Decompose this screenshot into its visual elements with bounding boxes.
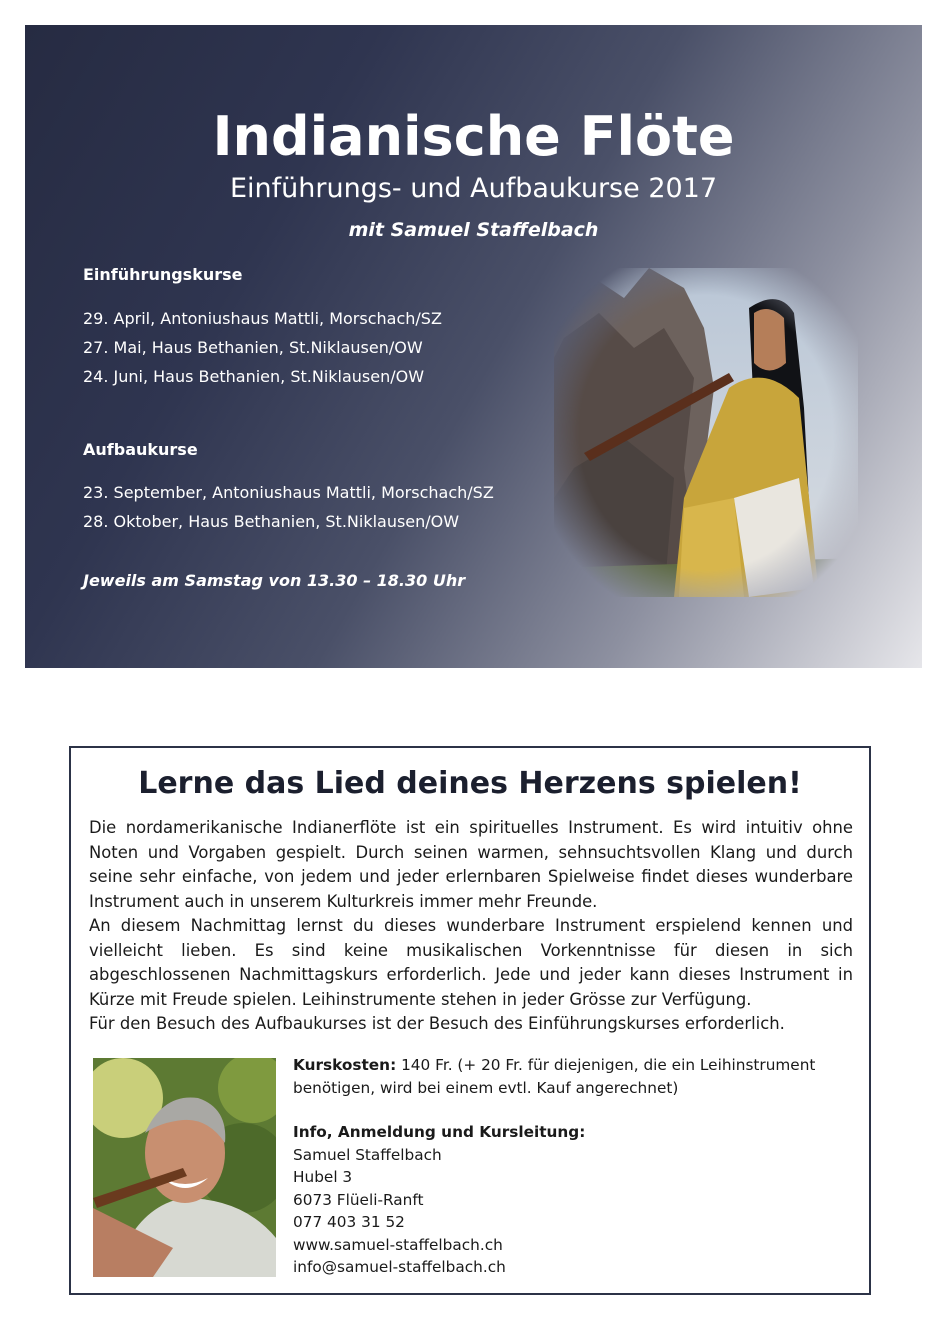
contact-phone: 077 403 31 52 — [293, 1213, 405, 1231]
instructor-portrait-photo — [93, 1058, 276, 1277]
contact-street: Hubel 3 — [293, 1168, 353, 1186]
advanced-course-dates — [83, 478, 494, 536]
contact-info — [293, 1054, 853, 1279]
course-date-item: 24. Juni, Haus Bethanien, St.Niklausen/OW — [83, 367, 425, 386]
info-description — [89, 816, 853, 1037]
course-cost-text: 140 Fr. (+ 20 Fr. für diejenigen, die ein Leihinstrument — [401, 1056, 816, 1074]
course-date-item: 29. April, Antoniushaus Mattli, Morschach/SZ — [83, 309, 442, 328]
info-paragraph: Für den Besuch des Aufbaukurses ist der Besuch des Einführungskurses erforderlich. — [89, 1014, 785, 1033]
course-cost-note: benötigen, wird bei einem evtl. Kauf angerechnet) — [293, 1078, 679, 1097]
info-paragraph: Die nordamerikanische Indianerflöte ist ein spirituelles Instrument. Es wird intuitiv ohne Noten und Vorgaben gespielt. Durch seinen warmen, sehnsuchtsvollen Klang und durch seine sehr einfache, von jedem und jeder erlernbaren Spielweise findet dieses wunderbare Instrument auch in unserem Kulturkreis immer mehr Freunde. — [89, 818, 853, 911]
course-date-item: 23. September, Antoniushaus Mattli, Morschach/SZ — [83, 483, 494, 502]
flute-player-photo — [554, 268, 858, 597]
info-paragraph: An diesem Nachmittag lernst du dieses wunderbare Instrument erspielend kennen und vielleicht lieben. Es sind keine musikalischen Vorkenntnisse für diesen in sich abgeschlossenen Nachmittagskurs erforderlich. Jede und jeder kann dieses Instrument in Kürze mit Freude spielen. Leihinstrumente stehen in jeder Grösse zur Verfügung. — [89, 916, 853, 1009]
info-headline: Lerne das Lied deines Herzens spielen! — [138, 766, 802, 801]
info-panel — [69, 746, 871, 1295]
course-date-item: 27. Mai, Haus Bethanien, St.Niklausen/OW — [83, 338, 423, 357]
host-line: mit Samuel Staffelbach — [348, 219, 599, 241]
page-title: Indianische Flöte — [212, 105, 735, 168]
advanced-courses-heading: Aufbaukurse — [83, 440, 198, 459]
contact-website-link[interactable]: www.samuel-staffelbach.ch — [293, 1235, 503, 1254]
course-cost-label: Kurskosten: — [293, 1056, 397, 1074]
contact-heading: Info, Anmeldung und Kursleitung: — [293, 1123, 586, 1141]
subtitle: Einführungs- und Aufbaukurse 2017 — [229, 173, 718, 204]
contact-name: Samuel Staffelbach — [293, 1145, 442, 1164]
contact-email-link[interactable]: info@samuel-staffelbach.ch — [293, 1258, 506, 1276]
intro-courses-heading: Einführungskurse — [83, 265, 243, 284]
course-date-item: 28. Oktober, Haus Bethanien, St.Niklausen/OW — [83, 512, 460, 531]
contact-city: 6073 Flüeli-Ranft — [293, 1190, 424, 1209]
intro-course-dates — [83, 304, 442, 391]
flyer-banner — [25, 25, 922, 668]
course-time: Jeweils am Samstag von 13.30 – 18.30 Uhr — [83, 571, 466, 590]
